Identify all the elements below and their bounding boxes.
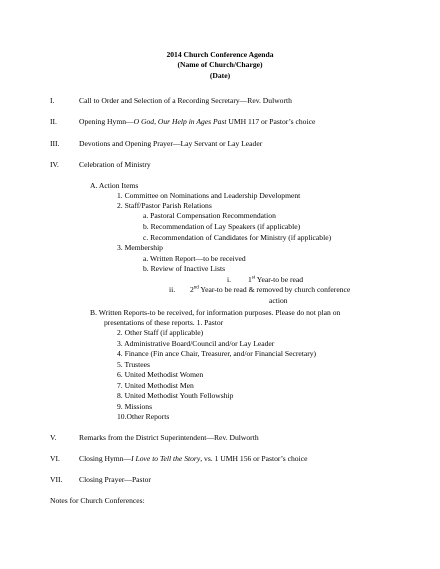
hymn-title: I Love to Tell the Story <box>131 454 201 463</box>
agenda-title: 2014 Church Conference Agenda <box>166 50 274 59</box>
ordinal-number: 2 <box>190 285 194 294</box>
list-item-text: Year-to be read <box>255 275 304 284</box>
section-number: I. <box>50 96 55 105</box>
hymn-suffix: , vs. 1 UMH 156 or Pastor’s choice <box>200 454 308 463</box>
church-name: (Name of Church/Charge) <box>177 60 263 69</box>
list-item: a. Written Report—to be received <box>143 254 246 263</box>
list-item: 4. Finance (Fin ance Chair, Treasurer, and/or Financial Secretary) <box>117 349 317 358</box>
section-devotions: Devotions and Opening Prayer—Lay Servant or Lay Leader <box>79 139 263 148</box>
list-item-text: Year-to be read & removed by church conference <box>198 285 351 294</box>
list-item: a. Pastoral Compensation Recommendation <box>143 211 276 220</box>
list-item: b. Review of Inactive Lists <box>143 264 226 273</box>
ordinal-suffix: st <box>251 275 256 281</box>
list-item-number: i. <box>227 275 232 284</box>
section-number: VII. <box>50 475 63 484</box>
section-number: V. <box>50 433 57 442</box>
ordinal-number: 1 <box>248 275 252 284</box>
hymn-prefix: Opening Hymn— <box>79 117 134 126</box>
section-number: VI. <box>50 454 60 463</box>
list-item-number: ii. <box>169 285 176 294</box>
list-item <box>190 285 350 294</box>
list-item <box>248 275 303 284</box>
hymn-prefix: Closing Hymn— <box>79 454 132 463</box>
section-opening-hymn <box>79 117 315 126</box>
section-remarks: Remarks from the District Superintendent—Rev. Dulworth <box>79 433 259 442</box>
list-item: 3. Administrative Board/Council and/or Lay Leader <box>117 339 275 348</box>
list-item: 3. Membership <box>117 243 163 252</box>
section-celebration: Celebration of Ministry <box>79 160 151 169</box>
notes-label: Notes for Church Conferences: <box>50 496 145 505</box>
list-item: 8. United Methodist Youth Fellowship <box>117 391 234 400</box>
list-item: 9. Missions <box>117 402 153 411</box>
list-item: 1. Committee on Nominations and Leadership Development <box>117 191 301 200</box>
list-item: 2. Staff/Pastor Parish Relations <box>117 201 212 210</box>
list-item: b. Recommendation of Lay Speakers (if applicable) <box>143 222 301 231</box>
section-closing-prayer: Closing Prayer—Pastor <box>79 475 151 484</box>
list-item: c. Recommendation of Candidates for Ministry (if applicable) <box>143 233 332 242</box>
section-number: III. <box>50 139 60 148</box>
section-call-to-order: Call to Order and Selection of a Recording Secretary—Rev. Dulworth <box>79 96 292 105</box>
section-closing-hymn <box>79 454 307 463</box>
agenda-date: (Date) <box>209 71 231 80</box>
ordinal-suffix: nd <box>193 285 199 291</box>
written-reports-intro: presentations of these reports. 1. Pastor <box>104 318 224 327</box>
list-item: 10.Other Reports <box>117 412 170 421</box>
section-number: IV. <box>50 160 59 169</box>
list-item: 6. United Methodist Women <box>117 370 204 379</box>
list-item: 2. Other Staff (if applicable) <box>117 328 204 337</box>
list-item: 7. United Methodist Men <box>117 381 194 390</box>
list-item: 5. Trustees <box>117 360 150 369</box>
hymn-suffix: UMH 117 or Pastor’s choice <box>226 117 316 126</box>
hymn-title: O God, Our Help in Ages Past <box>133 117 227 126</box>
written-reports-heading: B. Written Reports-to be received, for information purposes. Please do not plan on <box>90 308 341 317</box>
action-items-heading: A. Action Items <box>90 181 139 190</box>
list-item-continuation: action <box>269 296 288 305</box>
section-number: II. <box>50 117 57 126</box>
